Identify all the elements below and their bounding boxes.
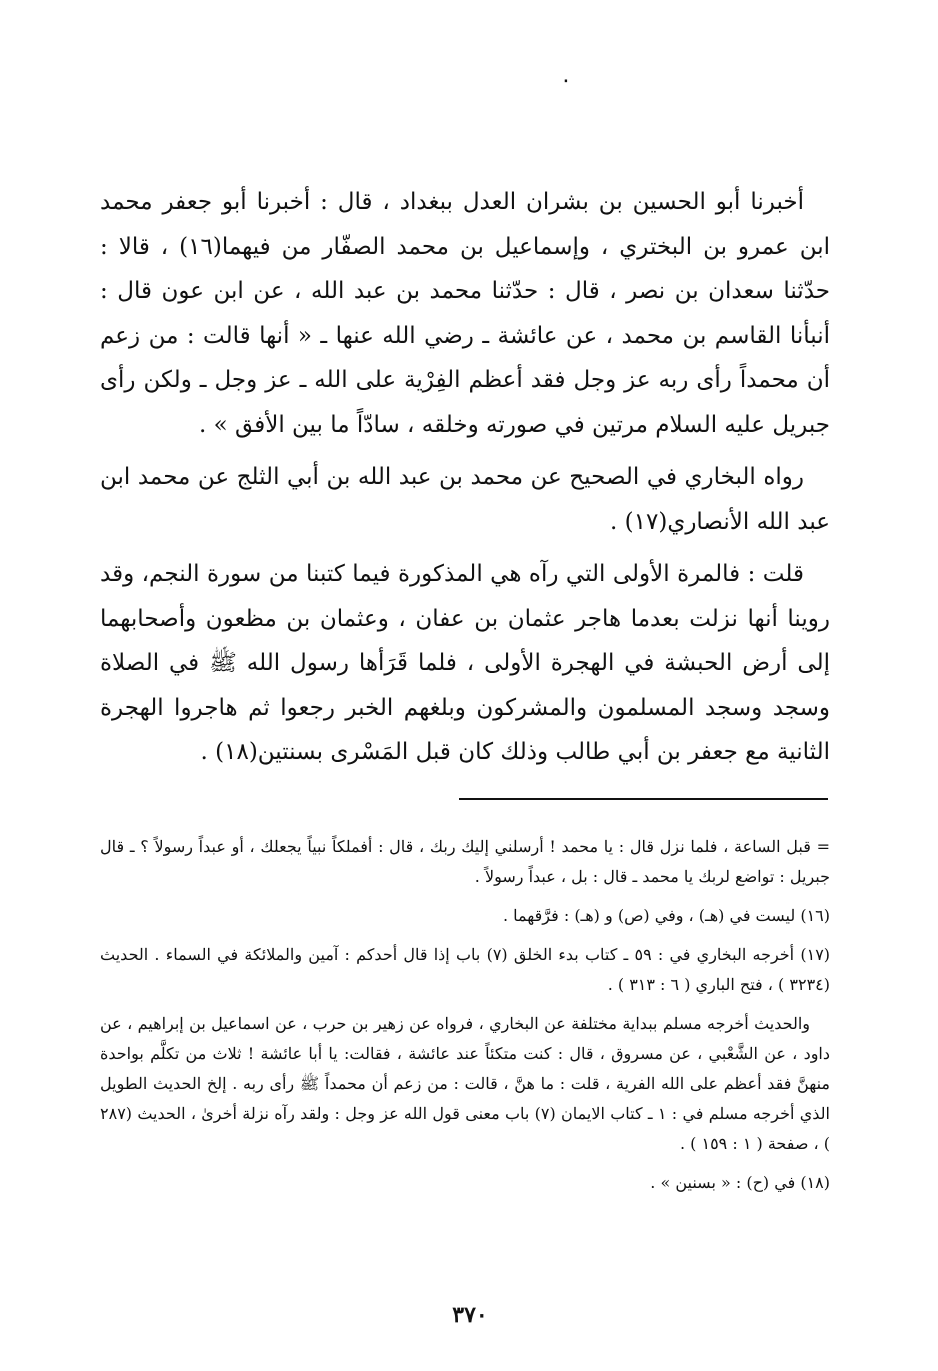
- footnote-17: (١٧) أخرجه البخاري في : ٥٩ ـ كتاب بدء الخلق (٧) باب إذا قال أحدكم : آمين والملائكة في السماء . الحديث (٣٢٣٤ ) ، فتح الباري ( ٦ : ٣١٣ ) .: [100, 945, 831, 994]
- footnote-17-continuation: والحديث أخرجه مسلم ببداية مختلفة عن البخاري ، فرواه عن زهير بن حرب ، عن اسماعيل بن إبراهيم ، عن داود ، عن الشَّعْبي ، عن مسروق ، قال : كنت متكئاً عند عائشة ، فقالت: يا أبا عائشة ! ثلاث من تكلَّم بواحدة منهنَّ فقد أعظم على الله الفرية ، قلت : ما هنَّ ، قالت : من زعم أن محمداً ﷺ رأى ربه . إلخ الحديث الطويل الذي أخرجه مسلم في : ١ ـ كتاب الايمان (٧) باب معنى قول الله عز وجل : ولقد رآه نزلة أخرىٰ ، الحديث (٢٨٧ ) ، صفحة ( ١ : ١٥٩ ) .: [100, 1014, 830, 1153]
- footnote-continuation: = قبل الساعة ، فلما نزل قال : يا محمد ! أرسلني إليك ربك ، قال : أفملكاً نبياً يجعلك ، أو عبداً رسولاً ؟ ـ قال جبريل : تواضع لربك يا محمد ـ قال : بل ، عبداً رسولاً .: [100, 837, 830, 886]
- footnote-separator: [459, 798, 828, 800]
- footnote-16: (١٦) ليست في (هـ) ، وفي (ص) و (هـ) : فرَّقهما .: [502, 906, 830, 925]
- header-mark: ٠: [560, 68, 572, 93]
- page-number: ٣٧٠: [452, 1302, 488, 1328]
- footnote-18: (١٨) في (ح) : « بسنين » .: [650, 1173, 830, 1192]
- body-paragraph-1: أخبرنا أبو الحسين بن بشران العدل ببغداد ، قال : أخبرنا أبو جعفر محمد ابن عمرو بن البختري ، وإسماعيل بن محمد الصفّار من فيهما(١٦) ، قالا : حدّثنا سعدان بن نصر ، قال : حدّثنا محمد بن عبد الله ، عن ابن عون قال : أنبأنا القاسم بن محمد ، عن عائشة ـ رضي الله عنها ـ « أنها قالت : من زعم أن محمداً رأى ربه عز وجل فقد أعظم الفِرْية على الله ـ عز وجل ـ ولكن رأى جبريل عليه السلام مرتين في صورته وخلقه ، سادّاً ما بين الأفق » .: [100, 189, 831, 438]
- main-text: [100, 180, 830, 783]
- footnotes: [100, 832, 830, 1207]
- body-paragraph-2: رواه البخاري في الصحيح عن محمد بن عبد الله بن أبي الثلج عن محمد ابن عبد الله الأنصاري(١٧) .: [100, 464, 830, 535]
- body-paragraph-3: قلت : فالمرة الأولى التي رآه هي المذكورة فيما كتبنا من سورة النجم، وقد روينا أنها نزلت بعدما هاجر عثمان بن عفان ، وعثمان بن مظعون وأصحابهما إلى أرض الحبشة في الهجرة الأولى ، فلما قَرَأها رسول الله ﷺ في الصلاة وسجد وسجد المسلمون والمشركون وبلغهم الخبر رجعوا ثم هاجروا الهجرة الثانية مع جعفر بن أبي طالب وذلك كان قبل المَسْرى بسنتين(١٨) .: [100, 561, 830, 765]
